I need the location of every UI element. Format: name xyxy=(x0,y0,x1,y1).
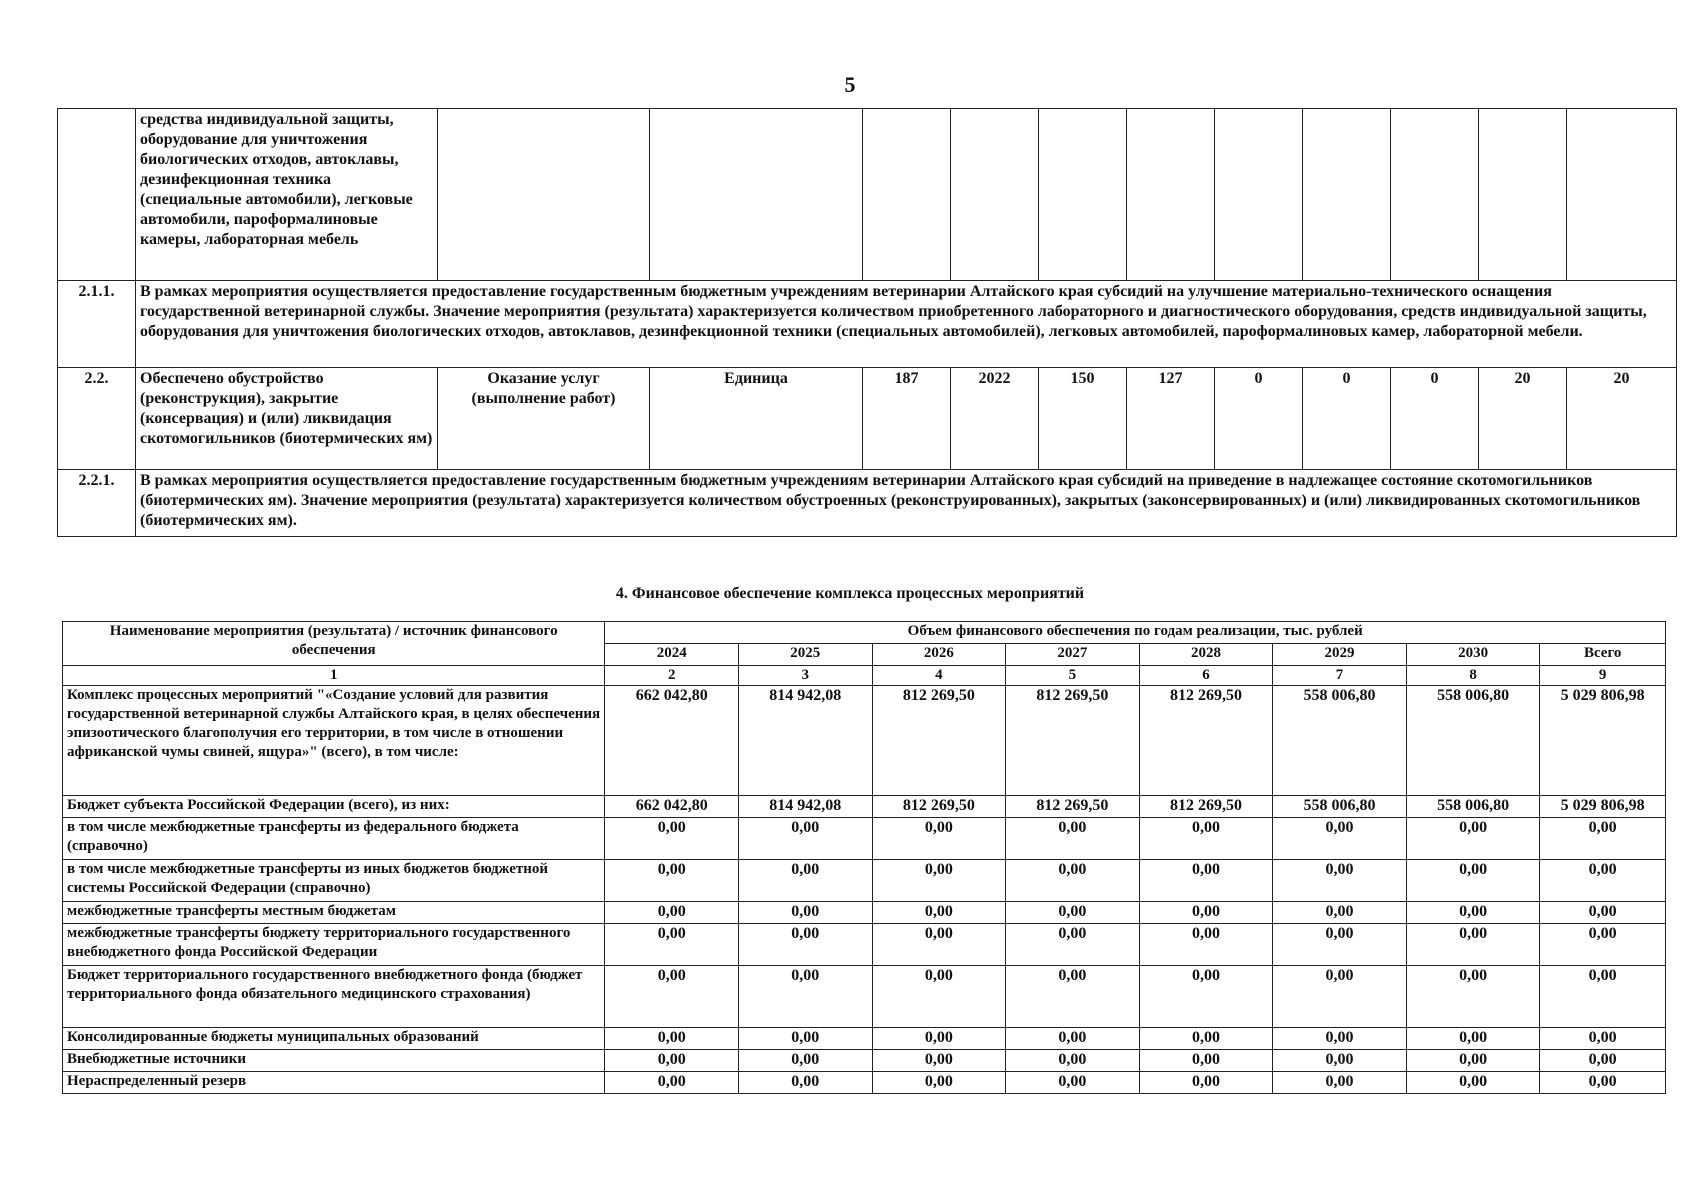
row-number-cell: 2.2.1. xyxy=(58,470,136,537)
total-value-cell: 0,00 xyxy=(1540,902,1666,924)
total-value-cell: 0,00 xyxy=(1540,924,1666,966)
year-value-cell: 0,00 xyxy=(738,818,872,860)
year-value-cell: 0,00 xyxy=(1273,924,1407,966)
year-value-cell: 0,00 xyxy=(1406,966,1540,1028)
empty-cell xyxy=(863,109,951,281)
year-value-cell: 0,00 xyxy=(605,818,739,860)
year-value-cell: 662 042,80 xyxy=(605,686,739,796)
value-cell: 20 xyxy=(1479,368,1567,470)
total-value-cell: 5 029 806,98 xyxy=(1540,686,1666,796)
year-value-cell: 0,00 xyxy=(1139,1072,1273,1094)
year-value-cell: 0,00 xyxy=(872,966,1006,1028)
year-header: 2027 xyxy=(1006,644,1140,666)
column-number: 1 xyxy=(63,666,605,686)
year-value-cell: 0,00 xyxy=(738,860,872,902)
total-header: Всего xyxy=(1540,644,1666,666)
funding-source-cell: Бюджет субъекта Российской Федерации (всего), из них: xyxy=(63,796,605,818)
table-row xyxy=(63,966,1666,1028)
funding-source-cell: Комплекс процессных мероприятий "«Создание условий для развития государственной ветеринарной службы Алтайского края, в целях обеспечения эпизоотического благополучия его территории, в том числе в отношении африканской чумы свиней, ящура»" (всего), в том числе: xyxy=(63,686,605,796)
year-value-cell: 0,00 xyxy=(1273,1028,1407,1050)
year-value-cell: 558 006,80 xyxy=(1406,686,1540,796)
year-value-cell: 0,00 xyxy=(1406,1050,1540,1072)
year-value-cell: 0,00 xyxy=(1273,1050,1407,1072)
year-header: 2024 xyxy=(605,644,739,666)
result-type-cell: Оказание услуг (выполнение работ) xyxy=(438,368,650,470)
table-row xyxy=(63,796,1666,818)
year-value-cell: 0,00 xyxy=(738,1028,872,1050)
total-value-cell: 0,00 xyxy=(1540,1072,1666,1094)
year-value-cell: 0,00 xyxy=(1006,1072,1140,1094)
value-cell: 2022 xyxy=(951,368,1039,470)
year-value-cell: 0,00 xyxy=(1006,1050,1140,1072)
year-value-cell: 0,00 xyxy=(605,1028,739,1050)
year-value-cell: 814 942,08 xyxy=(738,686,872,796)
empty-cell xyxy=(1391,109,1479,281)
year-header: 2028 xyxy=(1139,644,1273,666)
year-value-cell: 812 269,50 xyxy=(1006,796,1140,818)
empty-cell xyxy=(1479,109,1567,281)
year-value-cell: 0,00 xyxy=(605,966,739,1028)
column-numbers-row xyxy=(63,666,1666,686)
year-value-cell: 558 006,80 xyxy=(1273,796,1407,818)
year-value-cell: 812 269,50 xyxy=(872,686,1006,796)
year-value-cell: 0,00 xyxy=(738,924,872,966)
year-value-cell: 0,00 xyxy=(1006,902,1140,924)
empty-cell xyxy=(951,109,1039,281)
total-value-cell: 0,00 xyxy=(1540,966,1666,1028)
year-value-cell: 0,00 xyxy=(738,902,872,924)
year-value-cell: 0,00 xyxy=(1406,818,1540,860)
year-value-cell: 0,00 xyxy=(1006,924,1140,966)
funding-source-cell: межбюджетные трансферты бюджету территориального государственного внебюджетного фонда Российской Федерации xyxy=(63,924,605,966)
name-column-header: Наименование мероприятия (результата) / источник финансового обеспечения xyxy=(63,622,605,666)
year-value-cell: 0,00 xyxy=(1273,966,1407,1028)
results-table xyxy=(57,108,1677,537)
year-value-cell: 0,00 xyxy=(1406,924,1540,966)
year-value-cell: 0,00 xyxy=(1273,860,1407,902)
year-value-cell: 0,00 xyxy=(738,1072,872,1094)
year-value-cell: 558 006,80 xyxy=(1273,686,1407,796)
result-name-cell: Обеспечено обустройство (реконструкция), закрытие (консервация) и (или) ликвидация скотомогильников (биотермических ям) xyxy=(136,368,438,470)
year-header: 2025 xyxy=(738,644,872,666)
table-row xyxy=(63,686,1666,796)
section-title: 4. Финансовое обеспечение комплекса процессных мероприятий xyxy=(615,585,1085,602)
year-value-cell: 812 269,50 xyxy=(1139,796,1273,818)
funding-source-cell: в том числе межбюджетные трансферты из иных бюджетов бюджетной системы Российской Федерации (справочно) xyxy=(63,860,605,902)
year-value-cell: 0,00 xyxy=(605,1072,739,1094)
value-cell: 20 xyxy=(1567,368,1677,470)
empty-cell xyxy=(1127,109,1215,281)
total-value-cell: 0,00 xyxy=(1540,860,1666,902)
value-cell: 127 xyxy=(1127,368,1215,470)
year-header: 2029 xyxy=(1273,644,1407,666)
year-value-cell: 0,00 xyxy=(1406,902,1540,924)
year-value-cell: 0,00 xyxy=(1139,818,1273,860)
year-value-cell: 0,00 xyxy=(738,966,872,1028)
funding-source-cell: Бюджет территориального государственного внебюджетного фонда (бюджет территориального фонда обязательного медицинского страхования) xyxy=(63,966,605,1028)
year-value-cell: 0,00 xyxy=(605,1050,739,1072)
total-value-cell: 0,00 xyxy=(1540,818,1666,860)
value-cell: 0 xyxy=(1391,368,1479,470)
year-value-cell: 812 269,50 xyxy=(1006,686,1140,796)
value-cell: 187 xyxy=(863,368,951,470)
year-value-cell: 0,00 xyxy=(1139,860,1273,902)
year-value-cell: 0,00 xyxy=(1139,1050,1273,1072)
year-value-cell: 558 006,80 xyxy=(1406,796,1540,818)
table-row-2-2 xyxy=(58,368,1677,470)
year-value-cell: 0,00 xyxy=(872,1028,1006,1050)
column-number: 9 xyxy=(1540,666,1666,686)
table-row xyxy=(63,924,1666,966)
year-value-cell: 812 269,50 xyxy=(1139,686,1273,796)
year-value-cell: 0,00 xyxy=(1406,860,1540,902)
year-value-cell: 0,00 xyxy=(1006,966,1140,1028)
funding-source-cell: в том числе межбюджетные трансферты из федерального бюджета (справочно) xyxy=(63,818,605,860)
table-row-continuation xyxy=(58,109,1677,281)
column-number: 5 xyxy=(1006,666,1140,686)
table-row xyxy=(63,1050,1666,1072)
year-value-cell: 0,00 xyxy=(1139,1028,1273,1050)
funding-source-cell: Нераспределенный резерв xyxy=(63,1072,605,1094)
table-row xyxy=(63,818,1666,860)
page-number: 5 xyxy=(844,72,856,97)
total-value-cell: 0,00 xyxy=(1540,1028,1666,1050)
result-name-cell: средства индивидуальной защиты, оборудование для уничтожения биологических отходов, автоклавы, дезинфекционная техника (специальные автомобили), легковые автомобили, пароформалиновые камеры, лабораторная мебель xyxy=(136,109,438,281)
financing-table xyxy=(62,621,1666,1094)
year-value-cell: 662 042,80 xyxy=(605,796,739,818)
description-cell: В рамках мероприятия осуществляется предоставление государственным бюджетным учреждениям ветеринарии Алтайского края субсидий на улучшение материально-технического оснащения государственной ветеринарной службы. Значение мероприятия (результата) характеризуется количеством приобретенного лабораторного и диагностического оборудования, средств индивидуальной защиты, оборудования для уничтожения биологических отходов, автоклавов, дезинфекционной техники (специальных автомобилей), легковых автомобилей, пароформалиновых камер, лабораторной мебели. xyxy=(136,281,1677,368)
table-row-2-2-1 xyxy=(58,470,1677,537)
total-value-cell: 0,00 xyxy=(1540,1050,1666,1072)
row-number-cell xyxy=(58,109,136,281)
year-value-cell: 0,00 xyxy=(1139,924,1273,966)
value-cell: 150 xyxy=(1039,368,1127,470)
year-header: 2026 xyxy=(872,644,1006,666)
table-row xyxy=(63,1072,1666,1094)
year-value-cell: 0,00 xyxy=(1139,966,1273,1028)
funding-source-cell: межбюджетные трансферты местным бюджетам xyxy=(63,902,605,924)
column-number: 7 xyxy=(1273,666,1407,686)
empty-cell xyxy=(650,109,863,281)
financing-table-body xyxy=(63,686,1666,1094)
year-value-cell: 0,00 xyxy=(1006,1028,1140,1050)
column-number: 8 xyxy=(1406,666,1540,686)
empty-cell xyxy=(1215,109,1303,281)
funding-source-cell: Внебюджетные источники xyxy=(63,1050,605,1072)
header-row xyxy=(63,622,1666,644)
year-value-cell: 814 942,08 xyxy=(738,796,872,818)
year-value-cell: 0,00 xyxy=(605,902,739,924)
year-value-cell: 0,00 xyxy=(605,924,739,966)
row-number-cell: 2.2. xyxy=(58,368,136,470)
table-row xyxy=(63,1028,1666,1050)
year-value-cell: 0,00 xyxy=(872,860,1006,902)
value-cell: 0 xyxy=(1215,368,1303,470)
column-number: 6 xyxy=(1139,666,1273,686)
year-value-cell: 0,00 xyxy=(738,1050,872,1072)
table-row xyxy=(63,860,1666,902)
year-value-cell: 0,00 xyxy=(1006,860,1140,902)
financing-group-header: Объем финансового обеспечения по годам реализации, тыс. рублей xyxy=(605,622,1666,644)
value-cell: 0 xyxy=(1303,368,1391,470)
year-value-cell: 0,00 xyxy=(1406,1028,1540,1050)
year-value-cell: 0,00 xyxy=(1139,902,1273,924)
empty-cell xyxy=(438,109,650,281)
column-number: 3 xyxy=(738,666,872,686)
column-number: 2 xyxy=(605,666,739,686)
unit-cell: Единица xyxy=(650,368,863,470)
row-number-cell: 2.1.1. xyxy=(58,281,136,368)
year-value-cell: 0,00 xyxy=(872,818,1006,860)
year-value-cell: 0,00 xyxy=(605,860,739,902)
description-cell: В рамках мероприятия осуществляется предоставление государственным бюджетным учреждениям ветеринарии Алтайского края субсидий на приведение в надлежащее состояние скотомогильников (биотермических ям). Значение мероприятия (результата) характеризуется количеством обустроенных (реконструированных), закрытых (законсервированных) и (или) ликвидированных скотомогильников (биотермических ям). xyxy=(136,470,1677,537)
funding-source-cell: Консолидированные бюджеты муниципальных образований xyxy=(63,1028,605,1050)
year-value-cell: 0,00 xyxy=(872,1050,1006,1072)
year-value-cell: 0,00 xyxy=(1406,1072,1540,1094)
table-row xyxy=(63,902,1666,924)
empty-cell xyxy=(1303,109,1391,281)
table-row-2-1-1 xyxy=(58,281,1677,368)
total-value-cell: 5 029 806,98 xyxy=(1540,796,1666,818)
year-value-cell: 0,00 xyxy=(872,924,1006,966)
year-value-cell: 0,00 xyxy=(872,1072,1006,1094)
year-value-cell: 0,00 xyxy=(1273,902,1407,924)
column-number: 4 xyxy=(872,666,1006,686)
year-header: 2030 xyxy=(1406,644,1540,666)
empty-cell xyxy=(1039,109,1127,281)
empty-cell xyxy=(1567,109,1677,281)
year-value-cell: 0,00 xyxy=(1006,818,1140,860)
year-value-cell: 812 269,50 xyxy=(872,796,1006,818)
year-value-cell: 0,00 xyxy=(1273,818,1407,860)
year-value-cell: 0,00 xyxy=(1273,1072,1407,1094)
year-value-cell: 0,00 xyxy=(872,902,1006,924)
